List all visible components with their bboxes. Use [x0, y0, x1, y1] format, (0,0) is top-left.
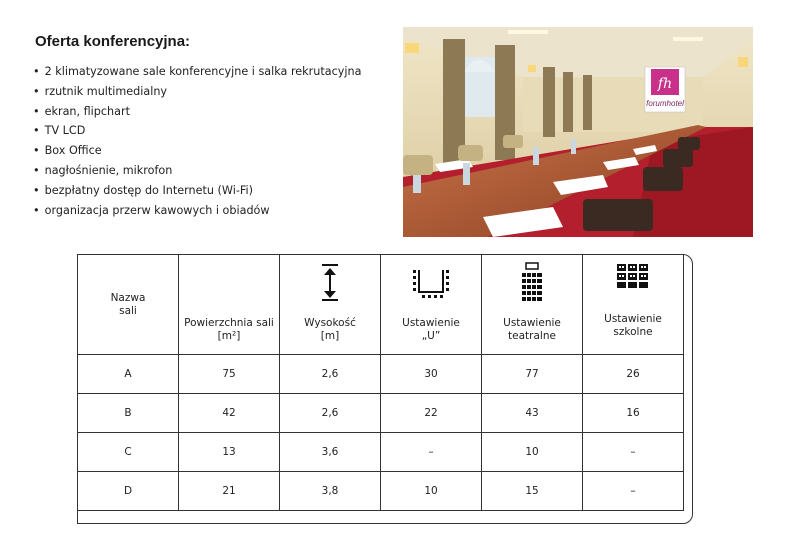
table-row — [78, 355, 684, 394]
logo-mark: fh — [657, 76, 673, 92]
table-cell: 42 — [179, 394, 280, 433]
table-row — [78, 472, 684, 511]
offer-item: • organizacja przerw kawowych i obiadów — [33, 201, 361, 221]
table-cell: 26 — [583, 355, 684, 394]
table-cell: 15 — [482, 472, 583, 511]
table-cell: – — [583, 472, 684, 511]
offer-item: • bezpłatny dostęp do Internetu (Wi-Fi) — [33, 181, 361, 201]
table-header-row — [78, 255, 684, 355]
offer-item: • nagłośnienie, mikrofon — [33, 161, 361, 181]
table-row — [78, 394, 684, 433]
table-cell: 2,6 — [280, 394, 381, 433]
header-label: Ustawienie teatralne — [503, 317, 561, 342]
table-cell: 10 — [381, 472, 482, 511]
header-label: Ustawienie szkolne — [604, 313, 662, 338]
table-cell: 43 — [482, 394, 583, 433]
rooms-table — [77, 254, 684, 511]
conference-room-photo — [403, 27, 753, 237]
u-shape-seating-icon — [411, 263, 451, 303]
table-cell: A — [78, 355, 179, 394]
header-height — [280, 255, 381, 355]
table-cell: – — [583, 433, 684, 472]
table-cell: 16 — [583, 394, 684, 433]
header-theatre — [482, 255, 583, 355]
table-cell: 21 — [179, 472, 280, 511]
table-cell: 13 — [179, 433, 280, 472]
header-room-name — [78, 255, 179, 355]
table-cell: 3,6 — [280, 433, 381, 472]
header-label: Powierzchnia sali [m²] — [184, 317, 274, 342]
table-cell: C — [78, 433, 179, 472]
offer-item: • Box Office — [33, 141, 361, 161]
table-cell: 22 — [381, 394, 482, 433]
offer-item: • ekran, flipchart — [33, 102, 361, 122]
header-area — [179, 255, 280, 355]
table-cell: 30 — [381, 355, 482, 394]
header-u-shape — [381, 255, 482, 355]
table-cell: 77 — [482, 355, 583, 394]
header-label: Wysokość [m] — [304, 317, 356, 342]
table-cell: – — [381, 433, 482, 472]
theatre-seating-icon — [519, 263, 545, 303]
offer-item: • rzutnik multimedialny — [33, 82, 361, 102]
offer-item: • TV LCD — [33, 121, 361, 141]
classroom-seating-icon — [616, 263, 650, 303]
table-cell: 75 — [179, 355, 280, 394]
height-arrow-icon — [320, 263, 340, 303]
offer-item: • 2 klimatyzowane sale konferencyjne i salka rekrutacyjna — [33, 62, 361, 82]
table-cell: 10 — [482, 433, 583, 472]
table-cell: 2,6 — [280, 355, 381, 394]
offer-title: Oferta konferencyjna: — [35, 33, 191, 50]
logo-text: forumhotel — [646, 99, 684, 108]
header-label: Nazwa sali — [110, 291, 146, 317]
table-cell: B — [78, 394, 179, 433]
offer-list — [33, 62, 361, 220]
table-row — [78, 433, 684, 472]
table-cell: D — [78, 472, 179, 511]
header-classroom — [583, 255, 684, 355]
table-cell: 3,8 — [280, 472, 381, 511]
header-label: Ustawienie „U” — [402, 317, 460, 342]
